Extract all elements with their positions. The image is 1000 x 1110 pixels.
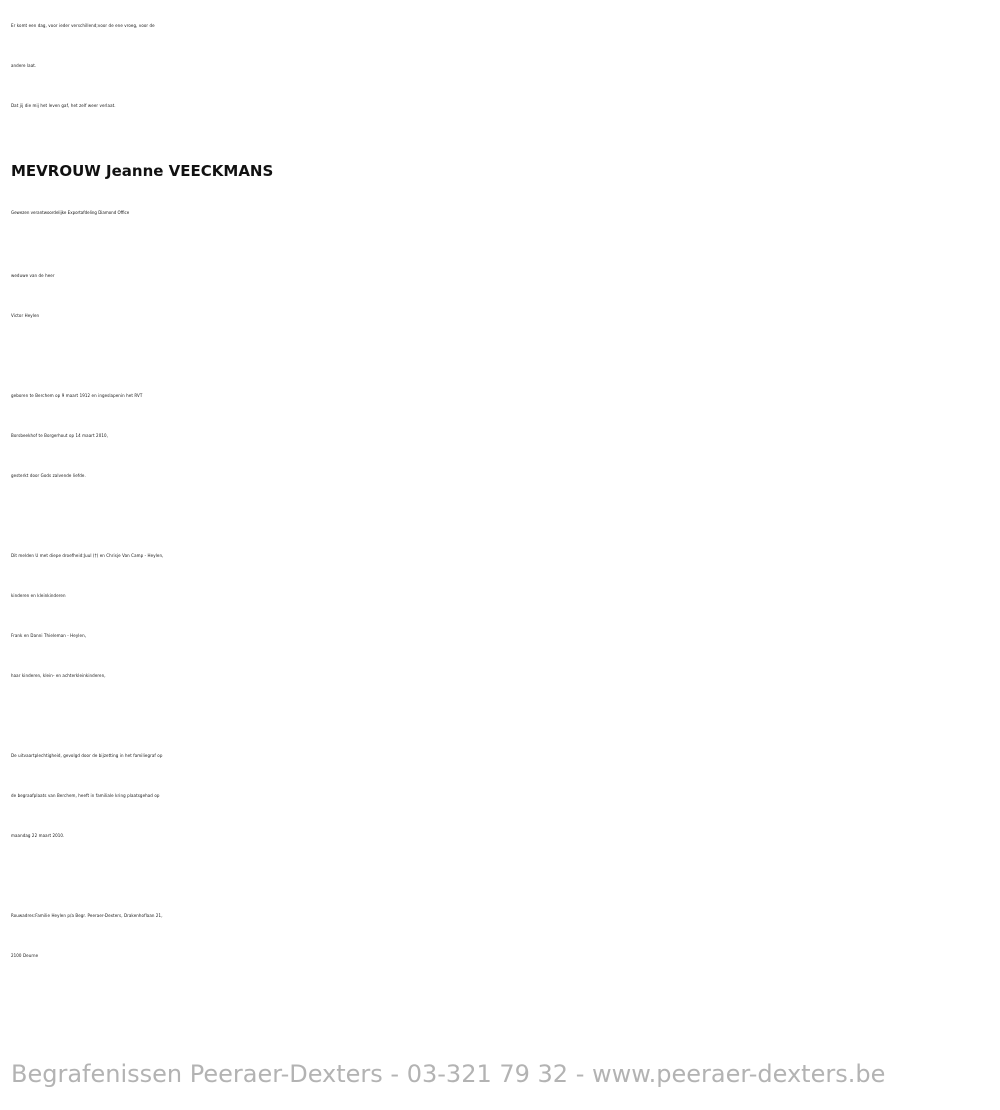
poem-line: Dat jij die mij het leven gaf, het zelf weer verlaat. (11, 103, 116, 108)
spouse-line: Victor Heylen (11, 313, 40, 318)
funeral-line: maandag 22 maart 2010. (11, 833, 65, 838)
family-line: kinderen en kleinkinderen (11, 593, 66, 598)
funeral-home-footer: Begrafenissen Peeraer-Dexters - 03-321 79 32 - www.peeraer-dexters.be (11, 1060, 886, 1088)
life-block (11, 376, 991, 496)
poem-line: andere laat. (11, 63, 37, 68)
deceased-occupation: Gewezen verantwoordelijke Exportafdeling Diamond Office (11, 210, 130, 215)
obituary-notice (11, 6, 991, 976)
life-line: geboren te Berchem op 9 maart 1912 en ingeslapenin het RVT (11, 393, 143, 398)
funeral-line: De uitvaartplechtigheid, gevolgd door de bijzetting in het familiegraf op (11, 753, 163, 758)
poem-line: Er komt een dag, voor ieder verschillend;voor de ene vroeg, voor de (11, 23, 155, 28)
funeral-line: de begraafplaats van Berchem, heeft in familiale kring plaatsgehad op (11, 793, 160, 798)
family-line: Frank en Danni Thieleman - Heylen, (11, 633, 87, 638)
poem-block (11, 6, 991, 126)
life-line: gesterkt door Gods zalvende liefde. (11, 473, 86, 478)
spouse-line: weduwe van de heer (11, 273, 55, 278)
life-line: Borsbeekhof te Borgerhout op 14 maart 2010, (11, 433, 109, 438)
address-block (11, 896, 991, 976)
spouse-block (11, 256, 991, 336)
deceased-name: MEVROUW Jeanne VEECKMANS (11, 162, 274, 180)
family-line: haar kinderen, klein- en achterkleinkinderen, (11, 673, 106, 678)
family-line: Dit melden U met diepe droefheid:Juul (†) en Chrisje Van Camp - Heylen, (11, 553, 164, 558)
funeral-block (11, 736, 991, 856)
address-line: Rouwadres:Familie Heylen p/a Begr. Peeraer-Dexters, Drakenhoflaan 21, (11, 913, 163, 918)
address-line: 2100 Deurne (11, 953, 39, 958)
family-block (11, 536, 991, 696)
